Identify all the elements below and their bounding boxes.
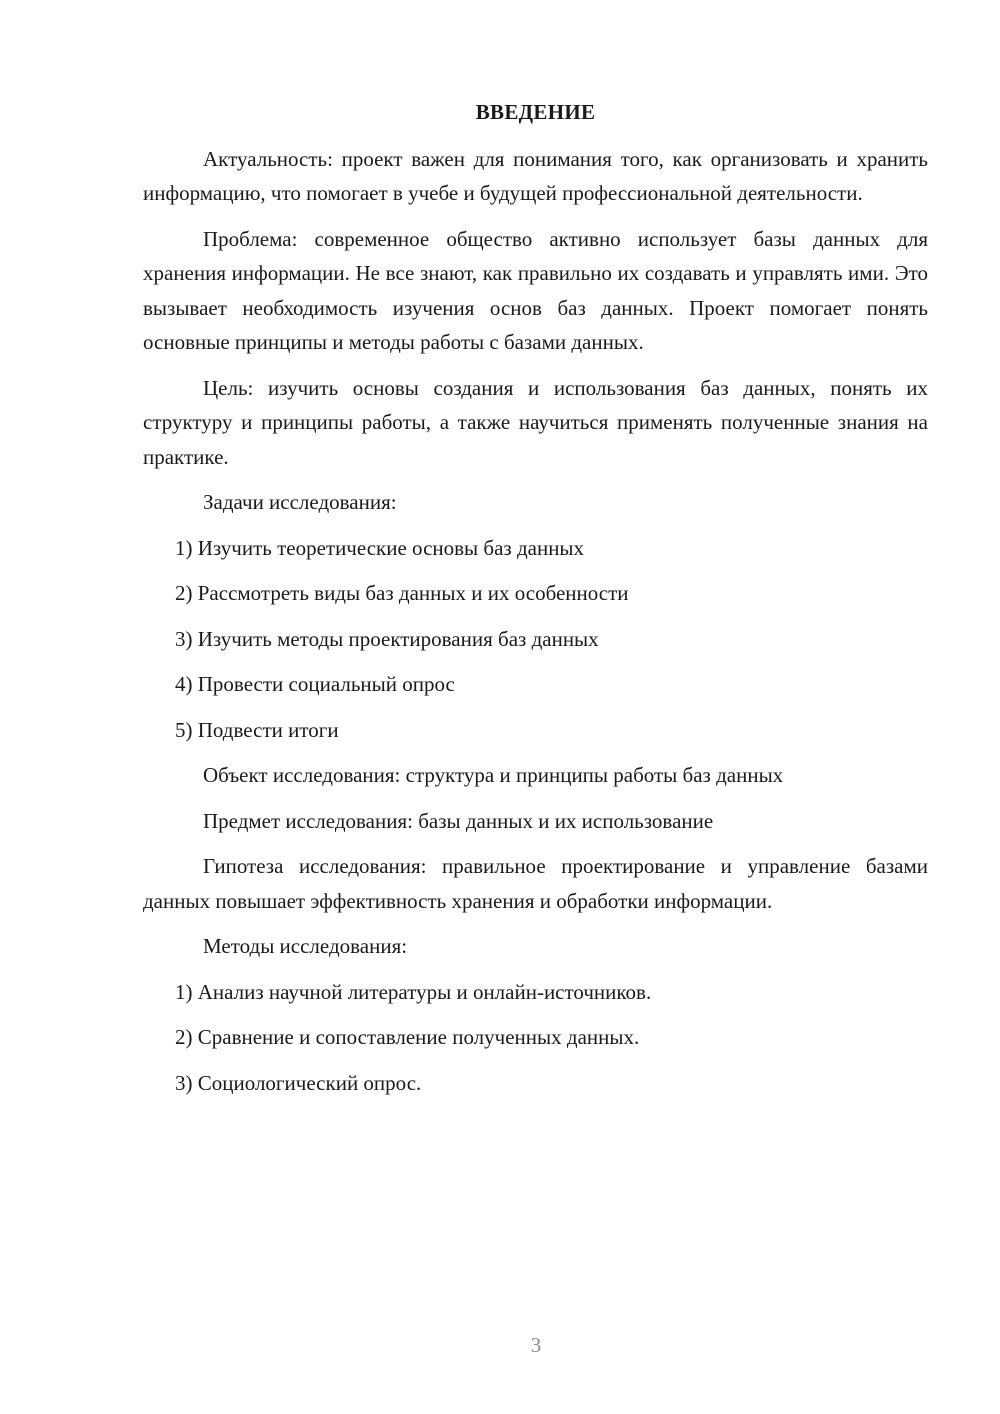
list-item: 5) Подвести итоги xyxy=(175,717,339,742)
list-item: 1) Изучить теоретические основы баз данных xyxy=(175,535,585,560)
relevance-paragraph: Актуальность: проект важен для понимания того, как организовать и хранить информацию, что помогает в учебе и будущей профессиональной деятельности. xyxy=(143,146,928,205)
list-item: 1) Анализ научной литературы и онлайн-источников. xyxy=(175,979,652,1004)
methods-list xyxy=(143,975,928,1101)
page-number: 3 xyxy=(530,1333,542,1357)
list-item: 3) Социологический опрос. xyxy=(175,1070,422,1095)
tasks-list xyxy=(143,531,928,748)
list-item: 4) Провести социальный опрос xyxy=(175,672,455,696)
methods-heading: Методы исследования: xyxy=(203,934,408,958)
list-item: 3) Изучить методы проектирования баз данных xyxy=(175,626,599,651)
document-page xyxy=(143,95,928,1111)
goal-paragraph: Цель: изучить основы создания и использования баз данных, понять их структуру и принципы работы, а также научиться применять полученные знания на практике. xyxy=(143,375,928,469)
object-paragraph: Объект исследования: структура и принципы работы баз данных xyxy=(203,763,784,787)
section-title: ВВЕДЕНИЕ xyxy=(475,100,596,124)
subject-paragraph: Предмет исследования: базы данных и их использование xyxy=(203,808,714,833)
problem-paragraph: Проблема: современное общество активно использует базы данных для хранения информации. Не все знают, как правильно их создавать и управлять ими. Это вызывает необходимость изучения основ баз данных. Проект помогает понять основные принципы и методы работы с базами данных. xyxy=(143,226,928,354)
hypothesis-paragraph: Гипотеза исследования: правильное проектирование и управление базами данных повышает эффективность хранения и обработки информации. xyxy=(143,854,928,913)
list-item: 2) Сравнение и сопоставление полученных данных. xyxy=(175,1025,640,1049)
list-item: 2) Рассмотреть виды баз данных и их особенности xyxy=(175,581,629,605)
tasks-heading: Задачи исследования: xyxy=(203,490,397,514)
